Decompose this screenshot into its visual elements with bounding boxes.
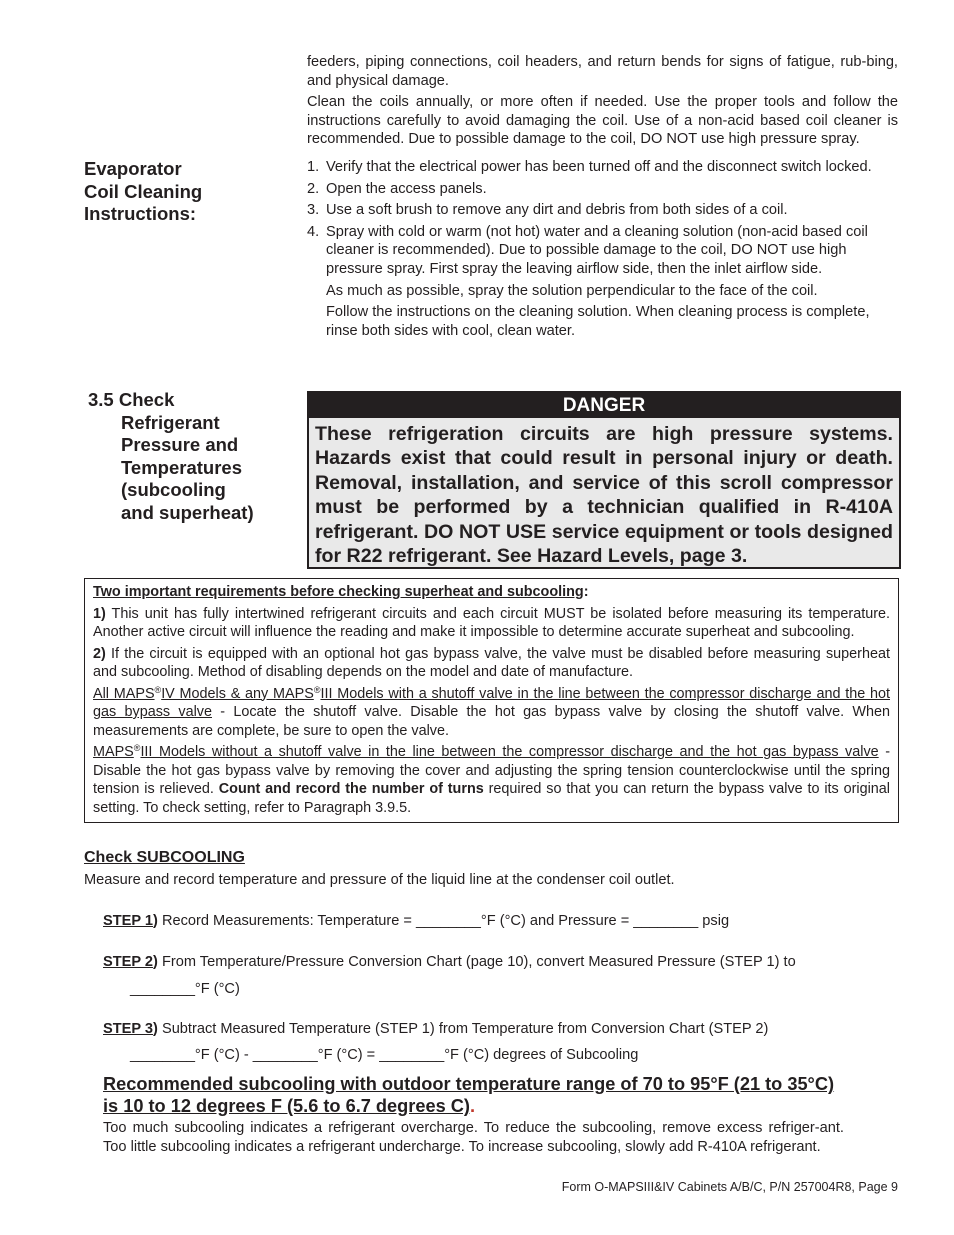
step-text: Open the access panels. [326, 180, 487, 197]
section-heading-line: Refrigerant [121, 411, 220, 433]
step-text: From Temperature/Pressure Conversion Chart (page 10), convert Measured Pressure (STEP 1) to [157, 954, 796, 970]
models-text: III Models with a shutoff valve in the line between the compressor discharge and the hot gas bypass valve [93, 685, 890, 720]
step-number: 1. [307, 159, 320, 175]
requirement-number: 1) [93, 605, 106, 622]
registered-mark: ® [154, 684, 162, 695]
section-heading-line: Temperatures [121, 456, 242, 478]
step-label: STEP 2 [103, 954, 154, 970]
step-label-paren: ) [153, 913, 158, 929]
subcooling-intro: Measure and record temperature and pressure of the liquid line at the condenser coil outlet. [84, 872, 675, 888]
models-text: III Models without a shutoff valve in the line between the compressor discharge and the hot gas bypass valve [140, 744, 879, 760]
step4-extra-2: Follow the instructions on the cleaning solution. When cleaning process is complete, rinse both sides with cool, clean water. [326, 304, 870, 339]
evaporator-heading [84, 158, 284, 226]
section-heading-line: Pressure and [121, 434, 239, 455]
list-item [307, 201, 895, 220]
list-item [307, 180, 895, 199]
section-number: 3.5 [88, 389, 114, 410]
danger-text: These refrigeration circuits are high pressure systems. Hazards exist that could result in personal injury or death. Removal, installation, and service of this scroll compressor must be performed by a technician qualified in R-410A refrigerant. DO NOT USE service equipment or tools designed for R22 refrigerant. See Hazard Levels, page 3. [315, 423, 893, 568]
registered-mark: ® [133, 743, 141, 753]
requirement-text: If the circuit is equipped with an optional hot gas bypass valve, the valve must be disabled before measuring superheat and subcooling. Method of disabling depends on the model and date of manufacture. [93, 645, 890, 680]
step-text: Subtract Measured Temperature (STEP 1) from Temperature from Conversion Chart (STEP 2) [157, 1021, 769, 1037]
step-2-line-2: ________°F (°C) [130, 981, 240, 997]
section-heading-line: (subcooling [121, 479, 226, 500]
step-text: Record Measurements: Temperature = ________°F (°C) and Pressure = ________ psig [157, 913, 730, 929]
step-2 [103, 953, 796, 972]
step-1 [103, 912, 729, 931]
requirement-models-with-valve [93, 685, 890, 741]
danger-box [307, 391, 901, 569]
requirement-1 [93, 605, 890, 642]
requirements-title-text: Two important requirements before checking superheat and subcooling [93, 584, 584, 600]
step-number: 2. [307, 180, 320, 197]
evaporator-steps [307, 158, 895, 340]
evaporator-heading-line: Instructions: [84, 203, 197, 224]
requirement-models-without-valve [93, 743, 890, 817]
intro-paragraph-1: feeders, piping connections, coil headers, and return bends for signs of fatigue, rub-bing, and physical damage. [307, 54, 898, 89]
requirement-text: This unit has fully intertwined refrigerant circuits and each circuit MUST be isolated before measuring its temperature. Another active circuit will influence the reading and make it impossible to determine accurate superheat and subcooling. [93, 605, 890, 640]
evaporator-step-list [307, 158, 895, 279]
danger-label: DANGER [309, 393, 899, 418]
subcooling-heading: Check SUBCOOLING [84, 849, 245, 866]
evaporator-heading-line: Coil Cleaning [84, 180, 203, 202]
recommended-line: Recommended subcooling with outdoor temperature range of 70 to 95°F (21 to 35°C) [103, 1074, 835, 1094]
step-text: Spray with cold or warm (not hot) water and a cleaning solution (non-acid based coil cleaner is recommended). Due to possible damage to the coil, DO NOT use high pressure spray. First spray the leaving airflow side, then the inlet airflow side. [326, 223, 868, 277]
step-label-paren: ) [153, 1021, 158, 1037]
requirements-title-colon: : [583, 584, 589, 600]
intro-paragraph-2: Clean the coils annually, or more often if needed. Use the proper tools and follow the instructions carefully to avoid damaging the coil. Use of a non-acid based coil cleaner is recommended. Due to possible damage to the coil, DO NOT use high pressure spray. [307, 94, 898, 148]
step-label: STEP 1 [103, 913, 154, 929]
instruction-text: - Locate the shutoff valve. Disable the hot gas bypass valve by closing the shutoff valve. When measurements are complete, be sure to open the valve. [93, 704, 891, 739]
page-footer: Form O-MAPSIII&IV Cabinets A/B/C, P/N 257004R8, Page 9 [561, 1180, 898, 1194]
step-text: Use a soft brush to remove any dirt and debris from both sides of a coil. [326, 202, 788, 219]
requirements-title [93, 583, 890, 602]
models-text: MAPS [93, 744, 134, 760]
models-text: IV Models & any MAPS [161, 685, 314, 702]
step-label-paren: ) [153, 954, 158, 970]
recommended-subcooling [103, 1073, 893, 1117]
step-label: STEP 3 [103, 1021, 154, 1037]
step-text: Verify that the electrical power has been turned off and the disconnect switch locked. [326, 159, 872, 175]
evaporator-heading-line: Evaporator [84, 158, 182, 179]
subcooling-note: Too much subcooling indicates a refrigerant overcharge. To reduce the subcooling, remove excess refriger-ant. Too little subcooling indicates a refrigerant undercharge. To increase subcooling, slowly add R-410A refrigerant. [103, 1120, 844, 1155]
step-number: 4. [307, 223, 320, 240]
step-3 [103, 1020, 768, 1039]
models-text: All MAPS [93, 685, 155, 702]
section-3-5-heading [88, 389, 298, 524]
instruction-emphasis: Count and record the number of turns [218, 781, 484, 797]
step4-extra-1: As much as possible, spray the solution perpendicular to the face of the coil. [326, 282, 818, 299]
requirements-box [84, 578, 899, 823]
section-heading-line: and superheat) [121, 501, 254, 523]
requirement-2 [93, 645, 890, 682]
instruction-text: required so that you can return the bypass valve to its original setting. To check setting, refer to Paragraph 3.9.5. [93, 781, 890, 816]
list-item [307, 158, 895, 177]
list-item [307, 223, 895, 279]
section-heading-line: Check [118, 389, 175, 410]
recommended-period: . [469, 1096, 475, 1116]
requirement-number: 2) [93, 645, 106, 662]
recommended-line: is 10 to 12 degrees F (5.6 to 6.7 degrees C) [103, 1096, 470, 1116]
instruction-text: - Disable the hot gas bypass valve by removing the cover and adjusting the spring tension counterclockwise until the spring tension is relieved. [93, 744, 890, 797]
registered-mark: ® [313, 684, 321, 695]
intro-text-block [307, 53, 898, 149]
step-3-line-2: ________°F (°C) - ________°F (°C) = ________°F (°C) degrees of Subcooling [130, 1047, 639, 1063]
step-number: 3. [307, 202, 320, 219]
